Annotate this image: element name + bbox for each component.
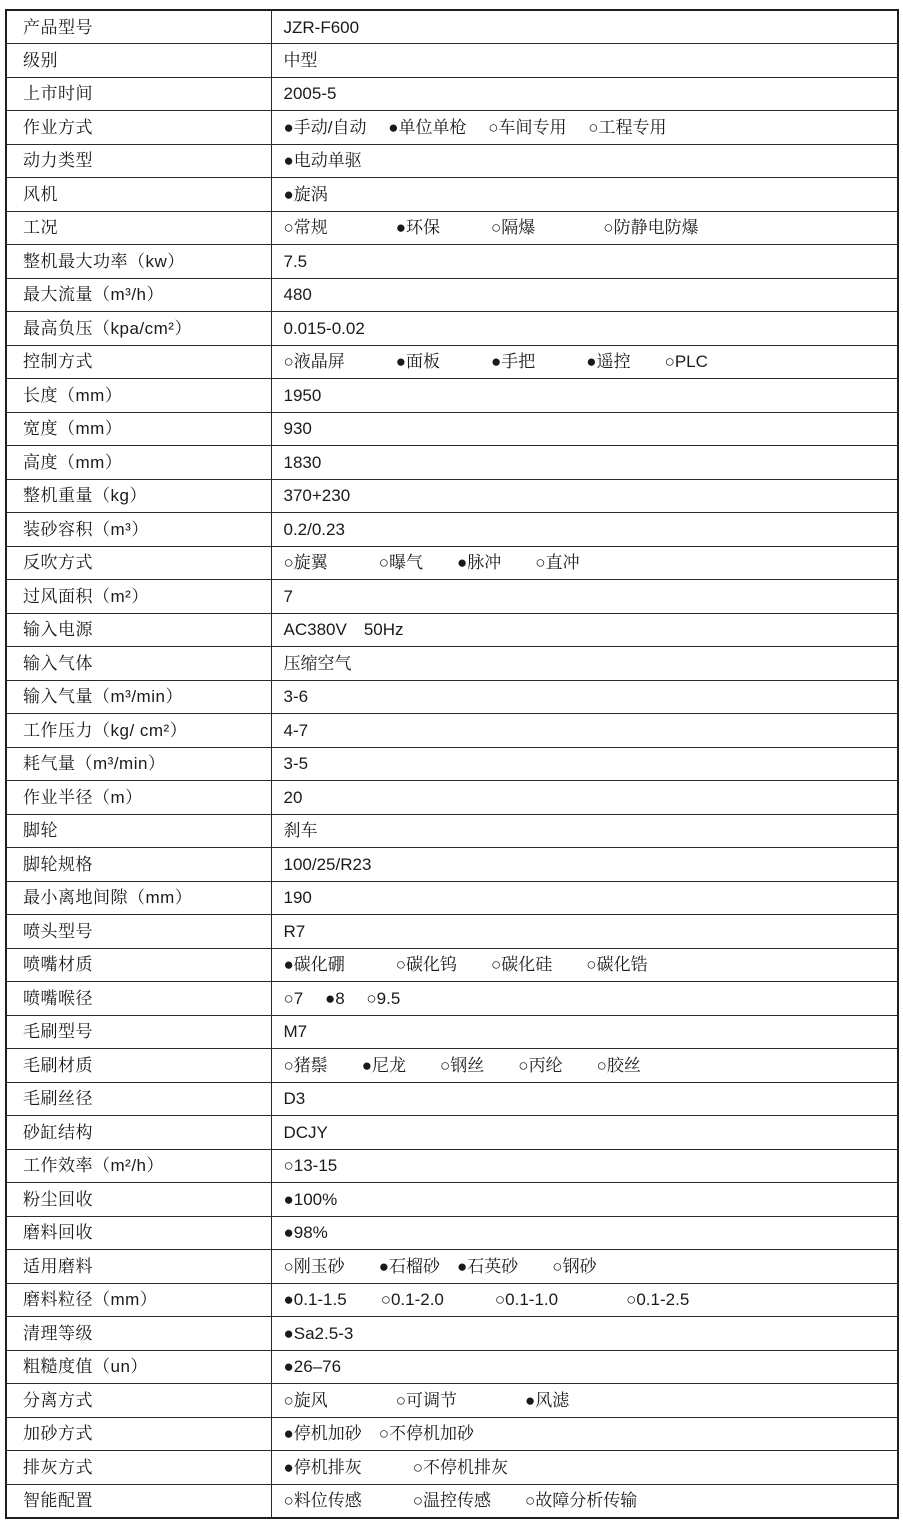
table-row bbox=[6, 546, 898, 580]
spec-value: JZR-F600 bbox=[271, 10, 898, 44]
spec-label: 产品型号 bbox=[6, 10, 271, 44]
spec-label: 级别 bbox=[6, 44, 271, 78]
spec-value: ●手动/自动 ●单位单枪 ○车间专用 ○工程专用 bbox=[271, 111, 898, 145]
spec-label: 控制方式 bbox=[6, 345, 271, 379]
spec-label: 毛刷型号 bbox=[6, 1015, 271, 1049]
spec-label: 工作压力（kg/ cm²） bbox=[6, 714, 271, 748]
table-row bbox=[6, 1116, 898, 1150]
spec-value: 480 bbox=[271, 278, 898, 312]
spec-label: 长度（mm） bbox=[6, 379, 271, 413]
table-row bbox=[6, 144, 898, 178]
spec-label: 高度（mm） bbox=[6, 446, 271, 480]
table-row bbox=[6, 1250, 898, 1284]
spec-value: D3 bbox=[271, 1082, 898, 1116]
table-row bbox=[6, 915, 898, 949]
spec-value: 4-7 bbox=[271, 714, 898, 748]
table-row bbox=[6, 1183, 898, 1217]
spec-value: 1950 bbox=[271, 379, 898, 413]
table-row bbox=[6, 982, 898, 1016]
table-row bbox=[6, 178, 898, 212]
table-row bbox=[6, 1015, 898, 1049]
spec-value: ●0.1-1.5 ○0.1-2.0 ○0.1-1.0 ○0.1-2.5 bbox=[271, 1283, 898, 1317]
table-row bbox=[6, 647, 898, 681]
table-row bbox=[6, 211, 898, 245]
spec-value: ●旋涡 bbox=[271, 178, 898, 212]
spec-value: 3-6 bbox=[271, 680, 898, 714]
spec-label: 粉尘回收 bbox=[6, 1183, 271, 1217]
spec-value: ○13-15 bbox=[271, 1149, 898, 1183]
spec-label: 过风面积（m²） bbox=[6, 580, 271, 614]
spec-value: 中型 bbox=[271, 44, 898, 78]
spec-value: 0.015-0.02 bbox=[271, 312, 898, 346]
spec-label: 宽度（mm） bbox=[6, 412, 271, 446]
spec-value: ○料位传感 ○温控传感 ○故障分析传输 bbox=[271, 1484, 898, 1518]
spec-label: 脚轮规格 bbox=[6, 848, 271, 882]
spec-value: ●电动单驱 bbox=[271, 144, 898, 178]
spec-label: 清理等级 bbox=[6, 1317, 271, 1351]
spec-value: 930 bbox=[271, 412, 898, 446]
spec-label: 磨料回收 bbox=[6, 1216, 271, 1250]
table-row bbox=[6, 1149, 898, 1183]
table-row bbox=[6, 44, 898, 78]
spec-label: 最高负压（kpa/cm²） bbox=[6, 312, 271, 346]
spec-value: ○常规 ●环保 ○隔爆 ○防静电防爆 bbox=[271, 211, 898, 245]
table-row bbox=[6, 1417, 898, 1451]
spec-value: 2005-5 bbox=[271, 77, 898, 111]
spec-label: 智能配置 bbox=[6, 1484, 271, 1518]
table-row bbox=[6, 245, 898, 279]
spec-label: 整机重量（kg） bbox=[6, 479, 271, 513]
spec-value: 刹车 bbox=[271, 814, 898, 848]
spec-label: 最大流量（m³/h） bbox=[6, 278, 271, 312]
spec-label: 加砂方式 bbox=[6, 1417, 271, 1451]
spec-value: ●98% bbox=[271, 1216, 898, 1250]
spec-value: 3-5 bbox=[271, 747, 898, 781]
spec-value: ○旋翼 ○曝气 ●脉冲 ○直冲 bbox=[271, 546, 898, 580]
spec-value: 1830 bbox=[271, 446, 898, 480]
spec-label: 分离方式 bbox=[6, 1384, 271, 1418]
spec-label: 工况 bbox=[6, 211, 271, 245]
spec-value: ●停机排灰 ○不停机排灰 bbox=[271, 1451, 898, 1485]
table-row bbox=[6, 1350, 898, 1384]
table-row bbox=[6, 1082, 898, 1116]
spec-value: 20 bbox=[271, 781, 898, 815]
table-row bbox=[6, 881, 898, 915]
spec-value: ○7 ●8 ○9.5 bbox=[271, 982, 898, 1016]
spec-value: 7 bbox=[271, 580, 898, 614]
table-row bbox=[6, 1451, 898, 1485]
table-row bbox=[6, 513, 898, 547]
spec-value: ○刚玉砂 ●石榴砂 ●石英砂 ○钢砂 bbox=[271, 1250, 898, 1284]
product-spec-table bbox=[5, 9, 899, 1519]
spec-label: 输入气体 bbox=[6, 647, 271, 681]
spec-value: ○旋风 ○可调节 ●风滤 bbox=[271, 1384, 898, 1418]
spec-value: R7 bbox=[271, 915, 898, 949]
spec-label: 磨料粒径（mm） bbox=[6, 1283, 271, 1317]
table-row bbox=[6, 278, 898, 312]
spec-label: 装砂容积（m³） bbox=[6, 513, 271, 547]
spec-value: ○液晶屏 ●面板 ●手把 ●遥控 ○PLC bbox=[271, 345, 898, 379]
table-row bbox=[6, 412, 898, 446]
spec-value: ○猪鬃 ●尼龙 ○钢丝 ○丙纶 ○胶丝 bbox=[271, 1049, 898, 1083]
spec-label: 喷头型号 bbox=[6, 915, 271, 949]
spec-value: 7.5 bbox=[271, 245, 898, 279]
table-row bbox=[6, 680, 898, 714]
table-row bbox=[6, 747, 898, 781]
spec-label: 耗气量（m³/min） bbox=[6, 747, 271, 781]
table-row bbox=[6, 446, 898, 480]
spec-label: 砂缸结构 bbox=[6, 1116, 271, 1150]
table-row bbox=[6, 10, 898, 44]
table-row bbox=[6, 1317, 898, 1351]
spec-label: 作业方式 bbox=[6, 111, 271, 145]
table-row bbox=[6, 781, 898, 815]
spec-label: 最小离地间隙（mm） bbox=[6, 881, 271, 915]
table-row bbox=[6, 479, 898, 513]
spec-value: 压缩空气 bbox=[271, 647, 898, 681]
spec-value: ●Sa2.5-3 bbox=[271, 1317, 898, 1351]
table-row bbox=[6, 1283, 898, 1317]
spec-label: 脚轮 bbox=[6, 814, 271, 848]
spec-label: 输入气量（m³/min） bbox=[6, 680, 271, 714]
table-row bbox=[6, 345, 898, 379]
spec-label: 毛刷材质 bbox=[6, 1049, 271, 1083]
spec-label: 粗糙度值（un） bbox=[6, 1350, 271, 1384]
spec-label: 毛刷丝径 bbox=[6, 1082, 271, 1116]
spec-label: 动力类型 bbox=[6, 144, 271, 178]
table-row bbox=[6, 77, 898, 111]
table-row bbox=[6, 1216, 898, 1250]
spec-label: 输入电源 bbox=[6, 613, 271, 647]
spec-label: 上市时间 bbox=[6, 77, 271, 111]
spec-value: 0.2/0.23 bbox=[271, 513, 898, 547]
table-row bbox=[6, 379, 898, 413]
spec-value: 370+230 bbox=[271, 479, 898, 513]
table-row bbox=[6, 848, 898, 882]
table-row bbox=[6, 948, 898, 982]
spec-value: M7 bbox=[271, 1015, 898, 1049]
spec-value: ●26–76 bbox=[271, 1350, 898, 1384]
spec-label: 作业半径（m） bbox=[6, 781, 271, 815]
spec-label: 反吹方式 bbox=[6, 546, 271, 580]
spec-label: 风机 bbox=[6, 178, 271, 212]
spec-value: 190 bbox=[271, 881, 898, 915]
table-row bbox=[6, 312, 898, 346]
spec-label: 排灰方式 bbox=[6, 1451, 271, 1485]
table-row bbox=[6, 814, 898, 848]
spec-value: ●停机加砂 ○不停机加砂 bbox=[271, 1417, 898, 1451]
table-row bbox=[6, 111, 898, 145]
spec-value: ●碳化硼 ○碳化钨 ○碳化硅 ○碳化锆 bbox=[271, 948, 898, 982]
table-row bbox=[6, 580, 898, 614]
spec-table-body bbox=[6, 10, 898, 1518]
table-row bbox=[6, 1049, 898, 1083]
table-row bbox=[6, 1484, 898, 1518]
spec-label: 整机最大功率（kw） bbox=[6, 245, 271, 279]
table-row bbox=[6, 1384, 898, 1418]
spec-value: ●100% bbox=[271, 1183, 898, 1217]
spec-value: AC380V 50Hz bbox=[271, 613, 898, 647]
spec-value: DCJY bbox=[271, 1116, 898, 1150]
table-row bbox=[6, 714, 898, 748]
spec-value: 100/25/R23 bbox=[271, 848, 898, 882]
spec-label: 喷嘴材质 bbox=[6, 948, 271, 982]
table-row bbox=[6, 613, 898, 647]
spec-label: 工作效率（m²/h） bbox=[6, 1149, 271, 1183]
spec-label: 喷嘴喉径 bbox=[6, 982, 271, 1016]
spec-label: 适用磨料 bbox=[6, 1250, 271, 1284]
